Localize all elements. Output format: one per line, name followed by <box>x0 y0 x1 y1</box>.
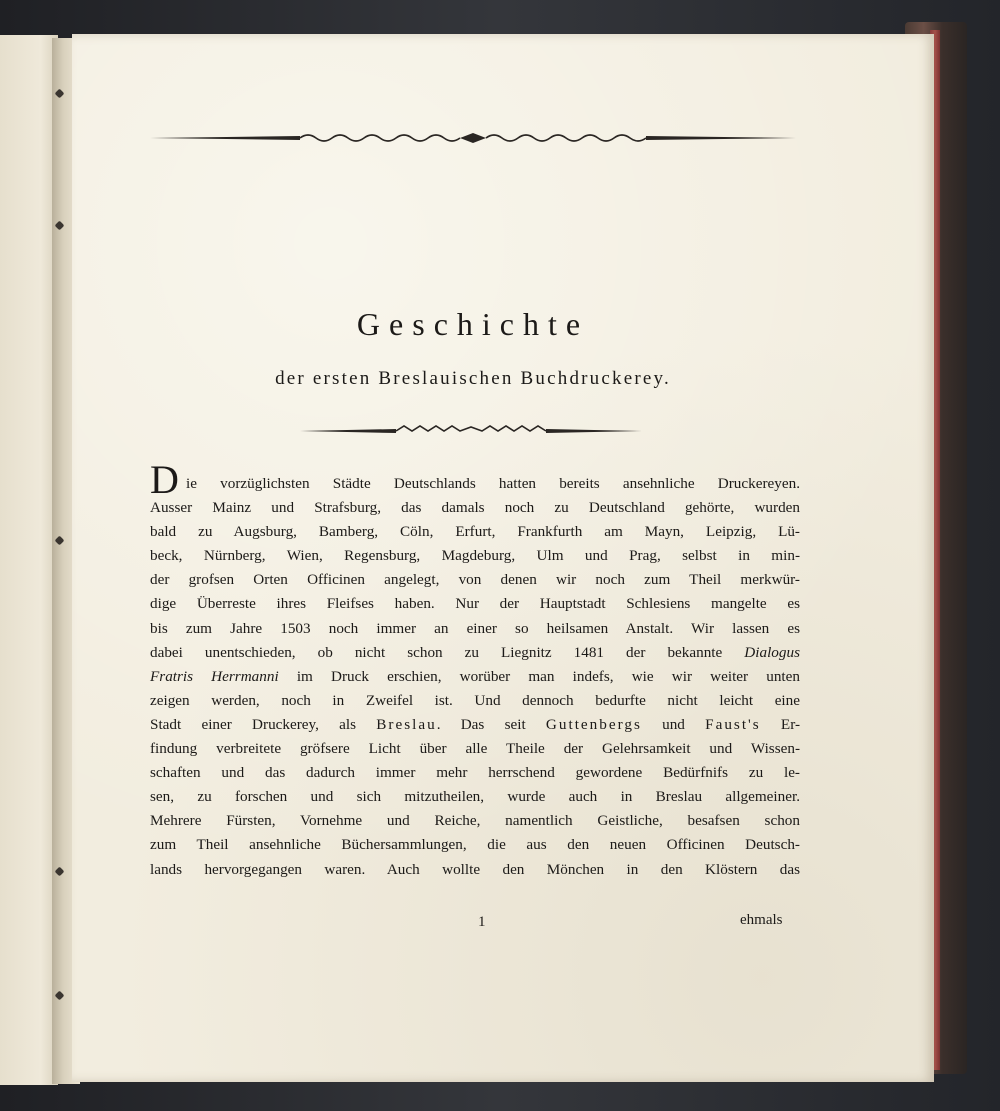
text-run: . Das seit <box>436 715 546 733</box>
left-page-edge <box>0 35 58 1085</box>
text-line <box>150 520 800 544</box>
text-run: findung verbreitete gröfsere Licht über alle Theile der Gelehrsamkeit und Wissen- <box>150 740 800 758</box>
middle-ornament-rule <box>300 424 642 438</box>
text-line <box>150 809 800 833</box>
text-line <box>150 592 800 616</box>
text-run: im Druck erschien, worüber man indefs, wie wir weiter unten <box>278 667 800 685</box>
top-ornament-rule <box>150 130 796 146</box>
text-run: zum Theil ansehnliche Büchersammlungen, die aus den neuen Officinen Deutsch- <box>150 836 800 854</box>
text-run: Er- <box>760 715 801 733</box>
text-run: und <box>641 715 706 733</box>
text-run: ie vorzüglichsten Städte Deutschlands hatten bereits ansehnliche Druckereyen. <box>186 475 800 492</box>
text-run: schaften und das dadurch immer mehr herrschend gewordene Bedürfnifs zu le- <box>150 764 800 782</box>
text-line <box>150 496 800 520</box>
text-run: sen, zu forschen und sich mitzutheilen, wurde auch in Breslau allgemeiner. <box>150 788 800 806</box>
text-run: bis zum Jahre 1503 noch immer an einer so heilsamen Anstalt. Wir lassen es <box>150 619 800 637</box>
text-run: lands hervorgegangen waren. Auch wollte den Mönchen in den Klöstern das <box>150 860 800 878</box>
text-run: zeigen werden, noch in Zweifel ist. Und dennoch bedurfte nicht leicht eine <box>150 691 800 709</box>
text-line <box>150 713 800 737</box>
text-run: dabei unentschieden, ob nicht schon zu Liegnitz 1481 der bekannte <box>150 643 745 661</box>
text-run: Dialogus <box>744 643 800 661</box>
page-title: Geschichte <box>356 306 590 342</box>
text-line <box>150 785 800 809</box>
text-run: Breslau <box>376 715 437 733</box>
text-run: Fratris Herrmanni <box>150 667 279 685</box>
text-line <box>150 617 800 641</box>
text-line <box>150 737 800 761</box>
text-run: Faust's <box>705 715 761 733</box>
text-line <box>150 665 800 689</box>
catchword: ehmals <box>740 912 783 928</box>
text-run: Guttenbergs <box>545 715 642 733</box>
text-run: dige Überreste ihres Fleifses haben. Nur der Hauptstadt Schlesiens mangelte es <box>150 595 800 613</box>
body-text <box>150 457 801 882</box>
text-line <box>150 544 800 568</box>
text-line <box>150 641 800 665</box>
page-number: 1 <box>478 914 486 930</box>
text-line <box>150 833 800 857</box>
text-run: Stadt einer Druckerey, als <box>150 715 377 733</box>
text-run: der grofsen Orten Officinen angelegt, von denen wir noch zum Theil merkwür- <box>150 571 800 589</box>
text-line <box>150 761 800 785</box>
text-run: beck, Nürnberg, Wien, Regensburg, Magdeburg, Ulm und Prag, selbst in min- <box>150 547 800 565</box>
text-run: Ausser Mainz und Strafsburg, das damals noch zu Deutschland gehörte, wurden <box>150 499 800 517</box>
text-line <box>150 472 800 496</box>
text-line <box>150 568 800 592</box>
text-run: bald zu Augsburg, Bamberg, Cöln, Erfurt, Frankfurth am Mayn, Leipzig, Lü- <box>150 523 800 541</box>
text-run: Mehrere Fürsten, Vornehme und Reiche, namentlich Geistliche, besafsen schon <box>150 812 800 830</box>
page-subtitle: der ersten Breslauischen Buchdruckerey. <box>275 368 671 389</box>
drop-cap: D <box>150 457 179 502</box>
text-line <box>150 689 800 713</box>
text-line <box>150 858 800 882</box>
body-lines <box>150 472 800 882</box>
